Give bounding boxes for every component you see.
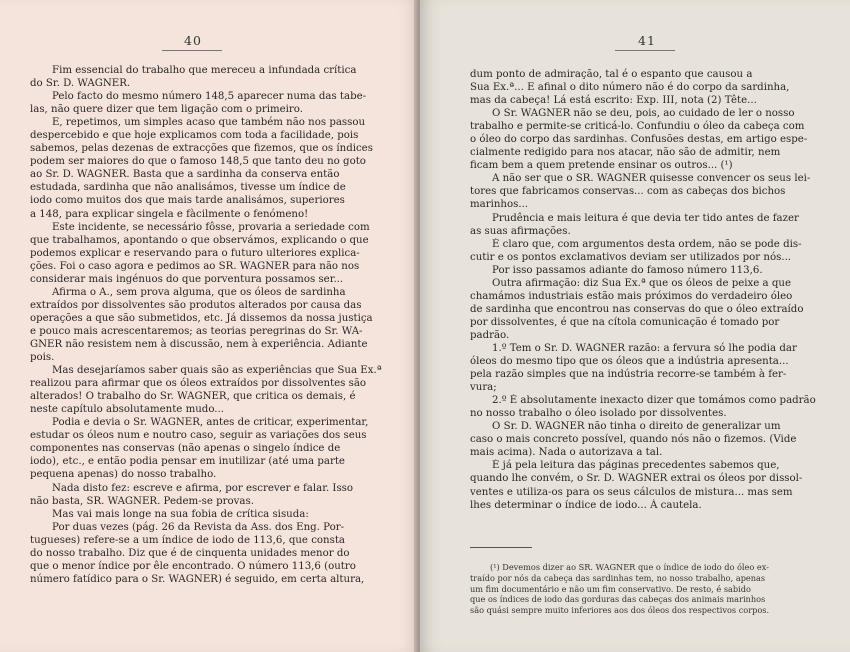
text-line: A não ser que o SR. WAGNER quisesse convencer os seus lei- — [492, 173, 811, 185]
text-line: mais acima). Nada o autorizava a tal. — [470, 447, 663, 459]
text-line: do Sr. D. WAGNER. — [30, 78, 131, 90]
text-line: Podia e devia o Sr. WAGNER, antes de criticar, experimentar, — [52, 417, 369, 429]
text-line: do nosso trabalho. Diz que é de cinquenta unidades menor do — [30, 547, 350, 559]
text-line: não basta, SR. WAGNER. Pedem-se provas. — [30, 495, 254, 507]
text-line: O Sr. D. WAGNER não tinha o direito de generalizar um — [492, 421, 781, 433]
text-line: Sua Ex.ª... E afinal o dito número não é do corpo da sardinha, — [470, 82, 790, 94]
text-line: Mas desejaríamos saber quais são as experiências que Sua Ex.ª — [52, 365, 382, 377]
text-line: as suas afirmações. — [470, 225, 571, 237]
text-line: iodo como muitos dos que mais tarde analisámos, superiores — [30, 195, 345, 207]
text-line: podem ser maiores do que o famoso 148,5 que tanto deu no goto — [30, 156, 366, 168]
text-line: quando lhe convém, o Sr. D. WAGNER extrai os óleos por dissol- — [470, 473, 803, 485]
footnote-line: um fim documentário e não um fim conservativo. De resto, é sabido — [470, 583, 751, 594]
text-line: neste capítulo absolutamente mudo... — [30, 404, 224, 416]
text-line: iodo), etc., e então podia pensar em inutilizar (até uma parte — [30, 456, 345, 468]
text-line: estudada, sardinha que não analisámos, tivesse um índice de — [30, 182, 346, 194]
text-line: tugueses) refere-se a um índice de iodo de 113,6, que consta — [30, 534, 345, 546]
text-line: ao Sr. D. WAGNER. Basta que a sardinha da conserva então — [30, 169, 340, 181]
page-number: 41 — [638, 33, 656, 48]
text-line: cialmente redigido para nos atacar, não são de admitir, nem — [470, 147, 781, 159]
footnote-rule — [470, 547, 532, 548]
page-number-rule — [162, 50, 222, 51]
text-line: cutir e os pontos exclamativos deviam ser utilizados por nós... — [470, 251, 792, 263]
text-line: vura; — [470, 382, 497, 394]
text-line: ventes e utiliza-os para os seus cálculos de mistura... mas sem — [470, 486, 793, 498]
text-line: tores que fabricamos conservas... com as cabeças dos bichos — [470, 186, 786, 198]
text-line: marinhos... — [470, 199, 529, 211]
text-line: 1.º Tem o Sr. D. WAGNER razão: a fervura só lhe podia dar — [492, 342, 797, 354]
text-line: Nada disto fez: escreve e afirma, por escrever e falar. Isso — [52, 482, 354, 494]
text-line: de sardinha que encontrou nas conservas do que o óleo extraído — [470, 303, 804, 315]
text-line: Outra afirmação: diz Sua Ex.ª que os óleos de peixe a que — [492, 277, 791, 289]
text-line: ficam bem a quem pretende ensinar os outros... (¹) — [470, 160, 733, 172]
text-line: 2.º É absolutamente inexacto dizer que tomámos como padrão — [492, 395, 816, 407]
text-line: chamámos industriais estão mais próximos do verdadeiro óleo — [470, 290, 793, 302]
text-line: las, não quere dizer que tem ligação com o primeiro. — [30, 104, 303, 116]
text-line: dum ponto de admiração, tal é o espanto que causou a — [470, 69, 753, 80]
text-line: O Sr. WAGNER não se deu, pois, ao cuidado de ler o nosso — [492, 108, 795, 120]
text-line: padrão. — [470, 329, 510, 341]
right-page-text — [470, 68, 830, 512]
text-line: o óleo do corpo das sardinhas. Confusões destas, em artigo espe- — [470, 134, 808, 146]
footnote-line: traído por nós da cabeça das sardinhas tem, no nosso trabalho, apenas — [470, 572, 766, 583]
text-line: Afirma o A., sem prova alguma, que os óleos de sardinha — [52, 286, 346, 298]
text-line: realizou para afirmar que os óleos extraídos por dissolventes são — [30, 378, 367, 390]
text-line: E, repetimos, um simples acaso que também não nos passou — [52, 117, 366, 129]
text-line: É claro que, com argumentos desta ordem, não se pode dis- — [492, 238, 802, 250]
text-line: despercebido e que hoje explicamos com toda a facilidade, pois — [30, 130, 359, 142]
text-line: considerar mais ingénuos do que porventura possamos ser... — [30, 273, 344, 285]
text-line: Prudência e mais leitura é que devia ter tido antes de fazer — [492, 212, 799, 224]
page-number: 40 — [184, 33, 202, 48]
text-line: ções. Foi o caso agora e pedimos ao SR. WAGNER para não nos — [30, 260, 360, 272]
text-line: Este incidente, se necessário fôsse, provaria a seriedade com — [52, 221, 370, 233]
text-line: pequena apenas) do nosso trabalho. — [30, 469, 217, 481]
footnote-line: que os índices de iodo das gorduras das cabeças dos animais marinhos — [470, 594, 766, 605]
left-page — [0, 0, 420, 652]
text-line: É já pela leitura das páginas precedentes sabemos que, — [492, 460, 780, 472]
text-line: extraídos por dissolventes são produtos alterados por causa das — [30, 299, 362, 311]
footnote-line: (¹) Devemos dizer ao SR. WAGNER que o índice de iodo do óleo ex- — [490, 562, 770, 572]
text-line: por dissolventes, é que na cítola comunicação é tomado por — [470, 316, 780, 328]
text-line: componentes nas conservas (não apenas o singelo índice de — [30, 443, 341, 455]
text-line: Por isso passamos adiante do famoso número 113,6. — [492, 264, 763, 276]
text-line: que o menor índice por êle encontrado. O número 113,6 (outro — [30, 560, 356, 572]
text-line: pois. — [30, 352, 55, 364]
text-line: Por duas vezes (pág. 26 da Revista da Ass. dos Eng. Por- — [52, 521, 345, 533]
text-line: mas da cabeça! Lá está escrito: Exp. III, nota (2) Tête... — [470, 95, 757, 107]
text-line: Mas vai mais longe na sua fobia de crítica sisuda: — [52, 508, 309, 520]
text-line: podemos explicar e reservando para o futuro ulteriores explica- — [30, 247, 360, 259]
right-page — [420, 0, 850, 652]
text-line: a 148, para explicar singela e fàcilmente o fenómeno! — [30, 208, 309, 220]
page-number-rule — [615, 50, 675, 51]
left-page-text — [30, 64, 386, 586]
text-line: caso o mais concreto possível, quando nós não o fizemos. (Vide — [470, 434, 797, 446]
text-line: pela razão simples que na indústria recorre-se também à fer- — [470, 369, 787, 381]
text-line: número fatídico para o Sr. WAGNER) é seguido, em certa altura, — [30, 573, 365, 585]
text-line: operações a que são submetidos, etc. Já dissemos da nossa justiça — [30, 312, 373, 324]
text-line: trabalho e permite-se criticá-lo. Confundiu o óleo da cabeça com — [470, 121, 805, 133]
text-line: que trabalhamos, apontando o que observámos, explicando o que — [30, 234, 369, 246]
text-line: óleos do mesmo tipo que os óleos que a indústria apresenta... — [470, 356, 789, 368]
text-line: e pouco mais acrescentaremos; as teorias peregrinas do Sr. WA- — [30, 325, 363, 337]
text-line: Fim essencial do trabalho que mereceu a infundada crítica — [52, 65, 357, 76]
text-line: GNER não resistem nem à discussão, nem à experiência. Adiante — [30, 338, 368, 350]
footnote-line: são quási sempre muito inferiores aos dos óleos dos respectivos corpos. — [470, 605, 770, 616]
text-line: no nosso trabalho o óleo isolado por dissolventes. — [470, 408, 727, 420]
text-line: sabemos, pelas dezenas de extracções que fizemos, que os índices — [30, 143, 373, 155]
text-line: Pelo facto do mesmo número 148,5 aparecer numa das tabe- — [52, 91, 367, 103]
footnote — [470, 562, 830, 616]
text-line: alterados! O trabalho do Sr. WAGNER, que critica os demais, é — [30, 391, 356, 403]
text-line: estudar os óleos num e noutro caso, seguir as variações dos seus — [30, 430, 367, 442]
text-line: lhes determinar o índice de iodo... À cautela. — [470, 499, 702, 511]
